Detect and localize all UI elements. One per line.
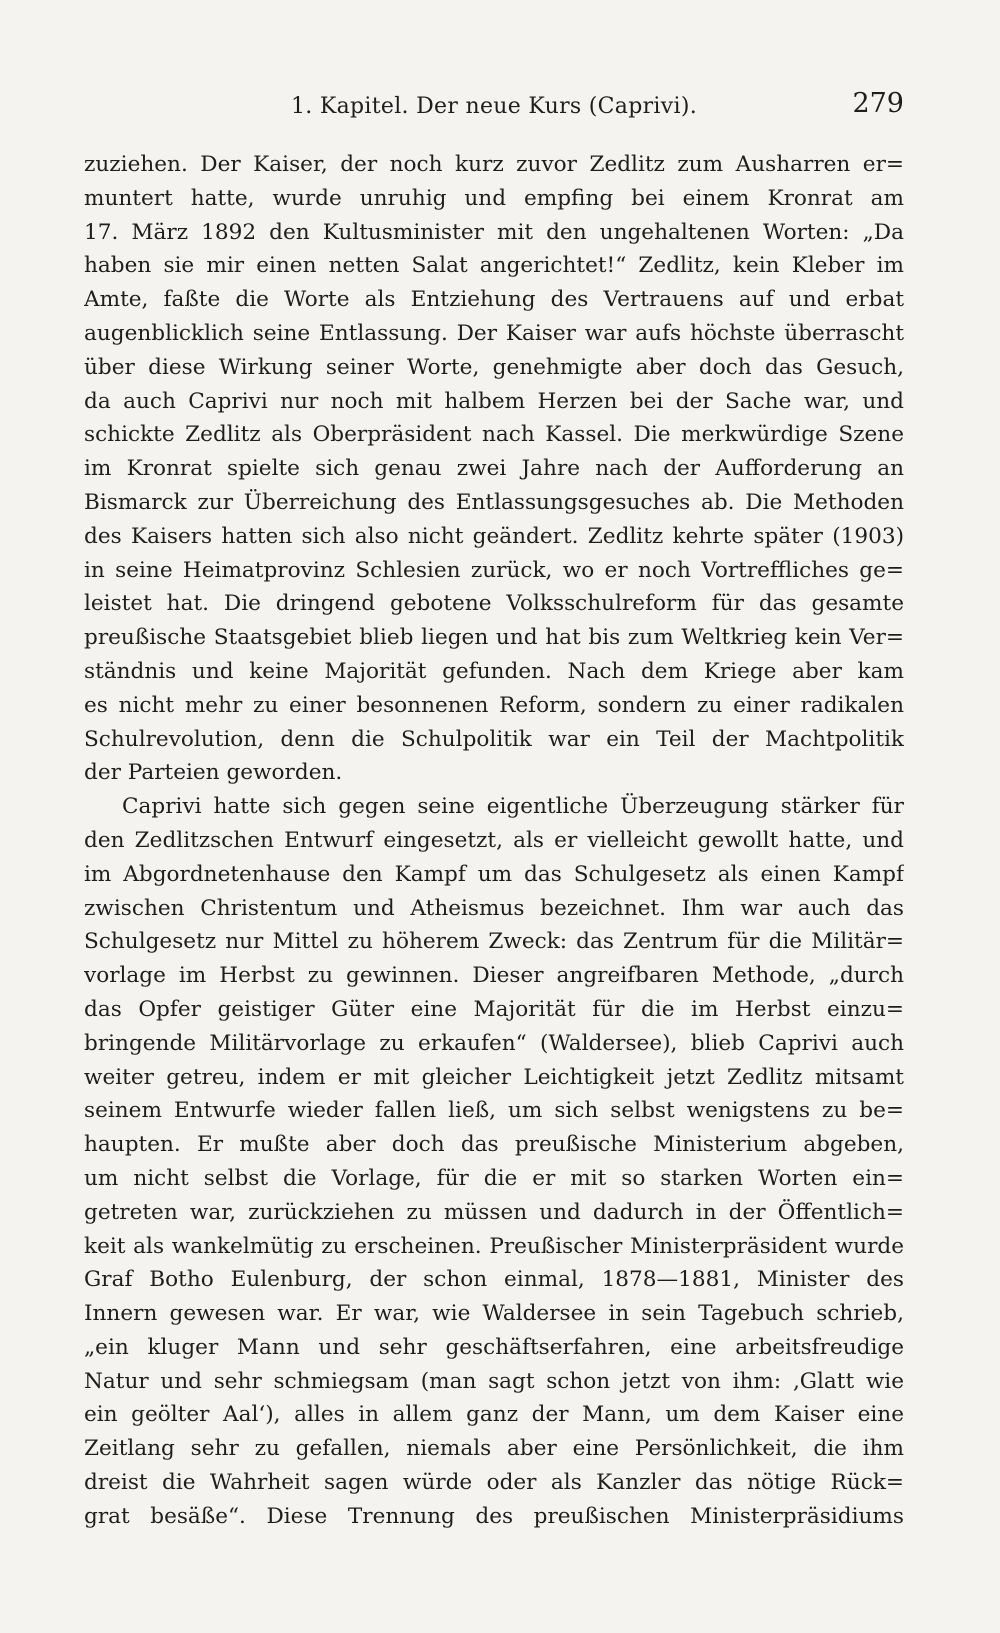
- text-line: Schulrevolution, denn die Schulpolitik war ein Teil der Machtpolitik: [84, 726, 904, 752]
- text-line: Innern gewesen war. Er war, wie Waldersee in sein Tagebuch schrieb,: [84, 1301, 904, 1327]
- text-line: der Parteien geworden.: [84, 760, 343, 786]
- body-text: [84, 148, 904, 1534]
- text-line: ein geölter Aal‘), alles in allem ganz der Mann, um dem Kaiser eine: [84, 1402, 904, 1428]
- text-line: augenblicklich seine Entlassung. Der Kaiser war aufs höchste überrascht: [84, 320, 904, 346]
- text-line: muntert hatte, wurde unruhig und empfing bei einem Kronrat am: [84, 185, 904, 211]
- page-number: 279: [852, 88, 904, 119]
- text-line: da auch Caprivi nur noch mit halbem Herzen bei der Sache war, und: [84, 388, 904, 414]
- text-line: „ein kluger Mann und sehr geschäftserfahren, eine arbeitsfreudige: [84, 1334, 904, 1360]
- text-line: getreten war, zurückziehen zu müssen und dadurch in der Öffentlich=: [84, 1199, 904, 1225]
- text-line: vorlage im Herbst zu gewinnen. Dieser angreifbaren Methode, „durch: [84, 963, 904, 989]
- text-line: des Kaisers hatten sich also nicht geändert. Zedlitz kehrte später (1903): [84, 523, 904, 549]
- text-line: weiter getreu, indem er mit gleicher Leichtigkeit jetzt Zedlitz mitsamt: [84, 1064, 904, 1090]
- text-line: schickte Zedlitz als Oberpräsident nach Kassel. Die merkwürdige Szene: [84, 422, 904, 448]
- text-line: zuziehen. Der Kaiser, der noch kurz zuvor Zedlitz zum Ausharren er=: [84, 152, 904, 177]
- running-title: 1. Kapitel. Der neue Kurs (Caprivi).: [290, 94, 697, 119]
- text-line: haben sie mir einen netten Salat angerichtet!“ Zedlitz, kein Kleber im: [84, 253, 904, 279]
- text-line: Amte, faßte die Worte als Entziehung des Vertrauens auf und erbat: [84, 287, 904, 313]
- text-line: dreist die Wahrheit sagen würde oder als Kanzler das nötige Rück=: [84, 1470, 904, 1496]
- text-line: das Opfer geistiger Güter eine Majorität für die im Herbst einzu=: [84, 996, 904, 1022]
- text-line: haupten. Er mußte aber doch das preußische Ministerium abgeben,: [84, 1132, 904, 1158]
- text-line: Schulgesetz nur Mittel zu höherem Zweck: das Zentrum für die Militär=: [84, 929, 904, 955]
- text-line: Bismarck zur Überreichung des Entlassungsgesuches ab. Die Methoden: [84, 489, 904, 515]
- running-head: [84, 88, 904, 128]
- text-line: Zeitlang sehr zu gefallen, niemals aber eine Persönlichkeit, die ihm: [84, 1436, 904, 1462]
- text-line: bringende Militärvorlage zu erkaufen“ (Waldersee), blieb Caprivi auch: [84, 1030, 904, 1056]
- text-line: über diese Wirkung seiner Worte, genehmigte aber doch das Gesuch,: [84, 354, 904, 380]
- text-line: Graf Botho Eulenburg, der schon einmal, 1878—1881, Minister des: [84, 1267, 904, 1293]
- text-line: 17. März 1892 den Kultusminister mit den ungehaltenen Worten: „Da: [84, 219, 904, 245]
- text-line: im Kronrat spielte sich genau zwei Jahre nach der Aufforderung an: [84, 456, 904, 482]
- text-line: preußische Staatsgebiet blieb liegen und hat bis zum Weltkrieg kein Ver=: [84, 625, 904, 651]
- text-line: ständnis und keine Majorität gefunden. Nach dem Kriege aber kam: [84, 658, 904, 684]
- text-line: um nicht selbst die Vorlage, für die er mit so starken Worten ein=: [84, 1165, 904, 1191]
- text-line: den Zedlitzschen Entwurf eingesetzt, als er vielleicht gewollt hatte, und: [84, 827, 904, 853]
- text-line: zwischen Christentum und Atheismus bezeichnet. Ihm war auch das: [84, 895, 904, 921]
- text-line: im Abgordnetenhause den Kampf um das Schulgesetz als einen Kampf: [84, 861, 904, 887]
- text-line: grat besäße“. Diese Trennung des preußischen Ministerpräsidiums: [84, 1503, 904, 1529]
- text-line: es nicht mehr zu einer besonnenen Reform, sondern zu einer radikalen: [84, 692, 904, 718]
- text-line: seinem Entwurfe wieder fallen ließ, um sich selbst wenigstens zu be=: [84, 1098, 904, 1124]
- text-line: Caprivi hatte sich gegen seine eigentliche Überzeugung stärker für: [122, 794, 904, 820]
- text-line: keit als wankelmütig zu erscheinen. Preußischer Ministerpräsident wurde: [84, 1233, 904, 1259]
- text-line: Natur und sehr schmiegsam (man sagt schon jetzt von ihm: ‚Glatt wie: [84, 1368, 904, 1394]
- text-line: in seine Heimatprovinz Schlesien zurück, wo er noch Vortreffliches ge=: [84, 557, 904, 583]
- text-line: leistet hat. Die dringend gebotene Volksschulreform für das gesamte: [84, 591, 904, 617]
